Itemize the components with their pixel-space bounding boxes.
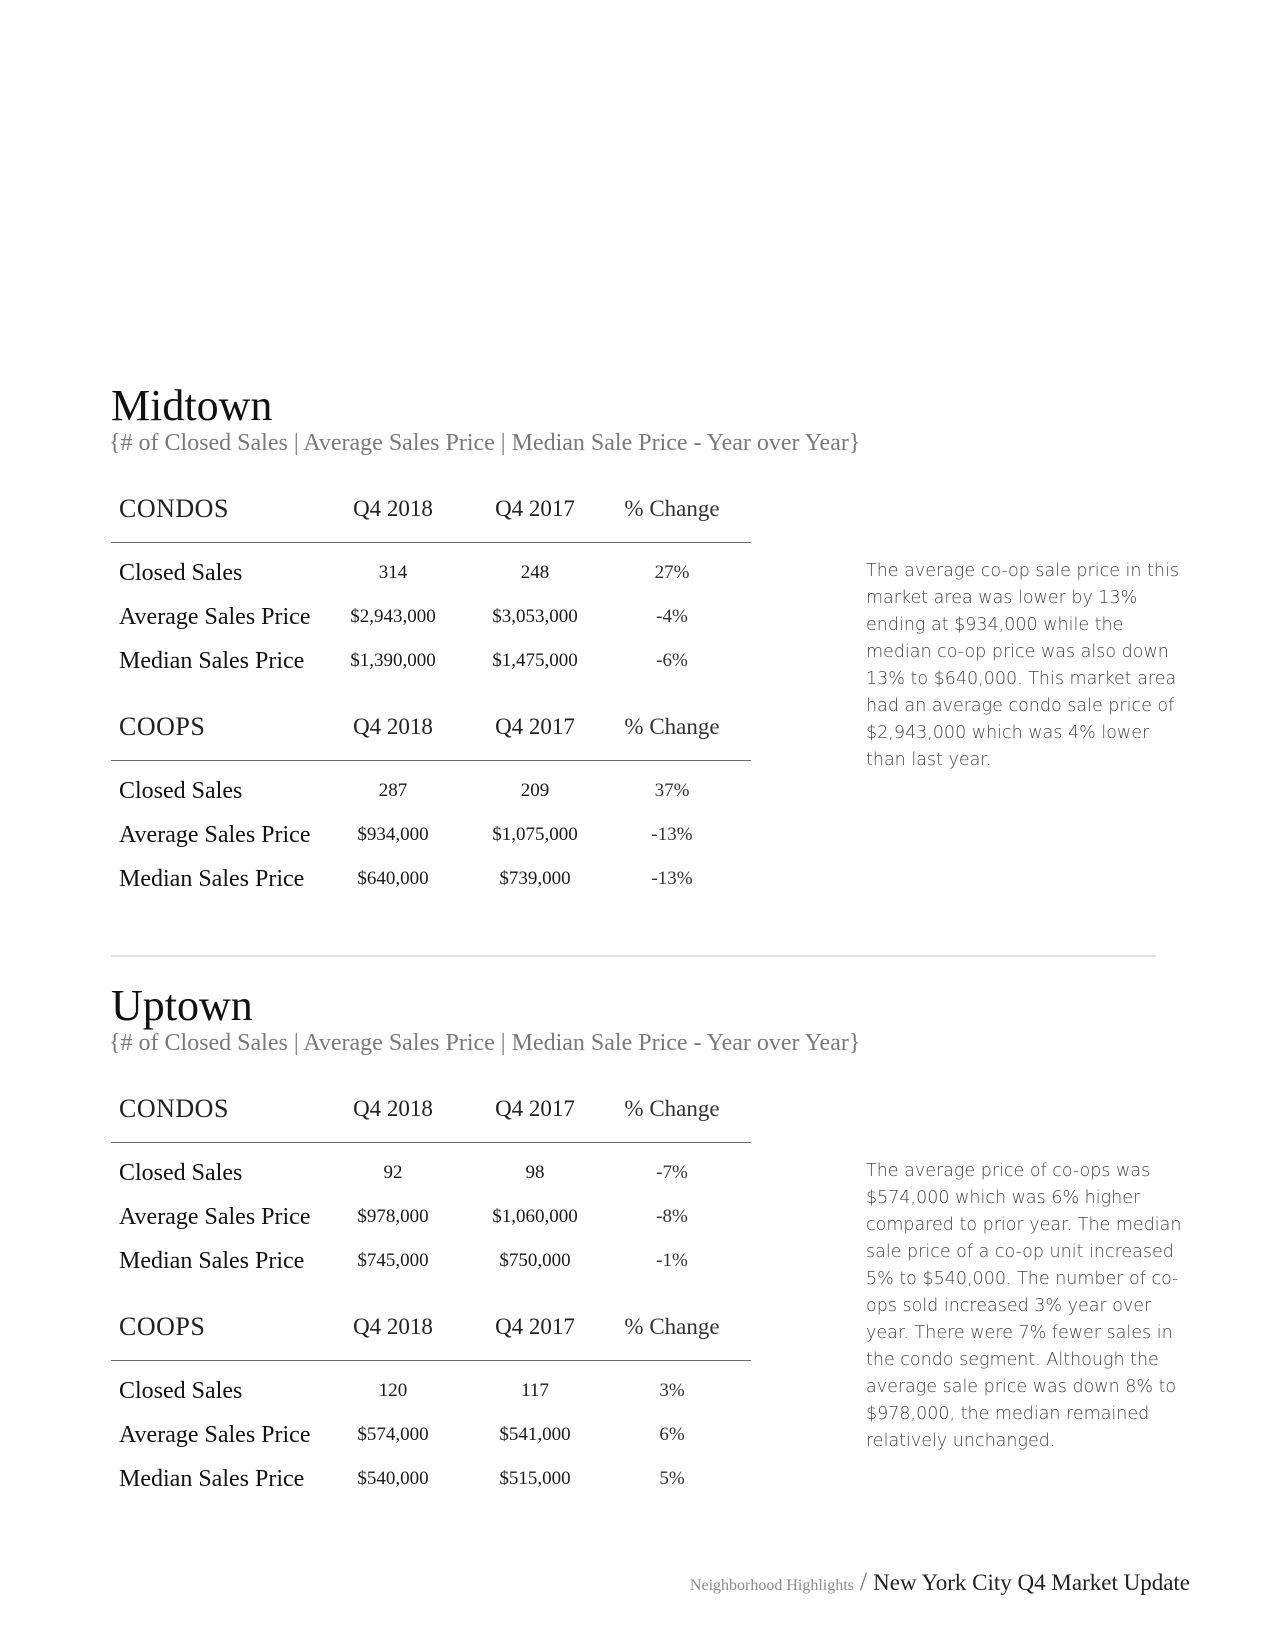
value-q4-2018: 92 [383,1162,403,1183]
header-pct-change: % Change [624,714,720,739]
row-label: Closed Sales [119,1378,243,1404]
header-category: COOPS [119,712,206,741]
value-q4-2018: $574,000 [357,1424,429,1445]
table-row [111,853,751,897]
value-q4-2018: $640,000 [357,868,429,889]
value-q4-2018: $978,000 [357,1206,429,1227]
section-title: Uptown [111,981,253,1030]
value-pct-change: 37% [654,780,690,801]
row-label: Average Sales Price [119,822,311,848]
value-pct-change: -13% [651,868,693,889]
footer-title: New York City Q4 Market Update [873,1570,1190,1595]
table-row [111,635,751,679]
header-q4-2018: Q4 2018 [353,714,433,739]
table-header [111,704,751,761]
value-pct-change: 3% [659,1380,685,1401]
section-subtitle: {# of Closed Sales | Average Sales Price | Median Sale Price - Year over Year} [109,430,861,456]
table-row [111,1453,751,1497]
table-row [111,1235,751,1279]
value-pct-change: 6% [659,1424,685,1445]
condos-table [111,1086,751,1279]
table-row [111,591,751,635]
row-label: Closed Sales [119,1160,243,1186]
value-q4-2018: 314 [378,562,408,583]
value-q4-2018: $745,000 [357,1250,429,1271]
value-q4-2017: $1,475,000 [492,650,578,671]
value-q4-2017: 209 [520,780,550,801]
header-q4-2017: Q4 2017 [495,496,575,521]
row-label: Average Sales Price [119,1422,311,1448]
value-pct-change: -6% [656,650,688,671]
row-label: Average Sales Price [119,1204,311,1230]
table-row [111,1365,751,1409]
value-pct-change: -1% [656,1250,688,1271]
value-q4-2018: $1,390,000 [350,650,436,671]
header-pct-change: % Change [624,1096,720,1121]
value-pct-change: -4% [656,606,688,627]
table-header [111,486,751,543]
header-q4-2018: Q4 2018 [353,1314,433,1339]
value-q4-2017: $541,000 [499,1424,571,1445]
header-category: CONDOS [119,494,229,523]
value-pct-change: -13% [651,824,693,845]
value-q4-2017: 98 [525,1162,545,1183]
page-footer [690,1567,1190,1597]
row-label: Median Sales Price [119,648,305,674]
footer-section-label: Neighborhood Highlights [689,1577,854,1594]
header-q4-2018: Q4 2018 [353,496,433,521]
value-q4-2017: $1,075,000 [492,824,578,845]
row-label: Median Sales Price [119,1248,305,1274]
header-pct-change: % Change [624,1314,720,1339]
value-q4-2017: $739,000 [499,868,571,889]
section-uptown [109,980,1182,1520]
value-q4-2017: $1,060,000 [492,1206,578,1227]
header-q4-2017: Q4 2017 [495,714,575,739]
value-q4-2018: $934,000 [357,824,429,845]
value-q4-2017: $750,000 [499,1250,571,1271]
header-category: COOPS [119,1312,206,1341]
header-category: CONDOS [119,1094,229,1123]
coops-table [111,704,751,897]
market-commentary: The average price of co-ops was $574,000 which was 6% higher compared to prior year. The median sale price of a co-op unit increased 5% to $540,000. The number of co-ops sold increased 3% year over year. There were 7% fewer sales in the condo segment. Although the average sale price was down 8% to $978,000, the median remained relatively unchanged. [866,1161,1182,1451]
section-title: Midtown [111,381,273,430]
coops-table [111,1304,751,1497]
value-q4-2018: $540,000 [357,1468,429,1489]
section-divider [111,955,1156,957]
value-q4-2017: $515,000 [499,1468,571,1489]
value-pct-change: -8% [656,1206,688,1227]
table-header [111,1304,751,1361]
section-midtown [109,380,1179,900]
table-row [111,547,751,591]
header-pct-change: % Change [624,496,720,521]
table-row [111,1147,751,1191]
table-row [111,1191,751,1235]
table-row [111,765,751,809]
row-label: Median Sales Price [119,1466,305,1492]
value-q4-2017: 117 [521,1380,549,1401]
value-q4-2017: $3,053,000 [492,606,578,627]
row-label: Average Sales Price [119,604,311,630]
row-label: Closed Sales [119,778,243,804]
table-header [111,1086,751,1143]
table-row [111,809,751,853]
table-row [111,1409,751,1453]
market-commentary: The average co-op sale price in this market area was lower by 13% ending at $934,000 while the median co-op price was also down 13% to $640,000. This market area had an average condo sale price of $2,943,000 which was 4% lower than last year. [866,561,1179,770]
section-subtitle: {# of Closed Sales | Average Sales Price | Median Sale Price - Year over Year} [109,1030,861,1056]
footer-separator: / [859,1567,868,1596]
value-q4-2018: $2,943,000 [350,606,436,627]
row-label: Median Sales Price [119,866,305,892]
condos-table [111,486,751,679]
header-q4-2018: Q4 2018 [353,1096,433,1121]
value-pct-change: 5% [659,1468,685,1489]
value-pct-change: 27% [654,562,690,583]
value-q4-2017: 248 [520,562,550,583]
header-q4-2017: Q4 2017 [495,1314,575,1339]
value-pct-change: -7% [656,1162,688,1183]
row-label: Closed Sales [119,560,243,586]
header-q4-2017: Q4 2017 [495,1096,575,1121]
value-q4-2018: 120 [378,1380,408,1401]
value-q4-2018: 287 [378,780,408,801]
